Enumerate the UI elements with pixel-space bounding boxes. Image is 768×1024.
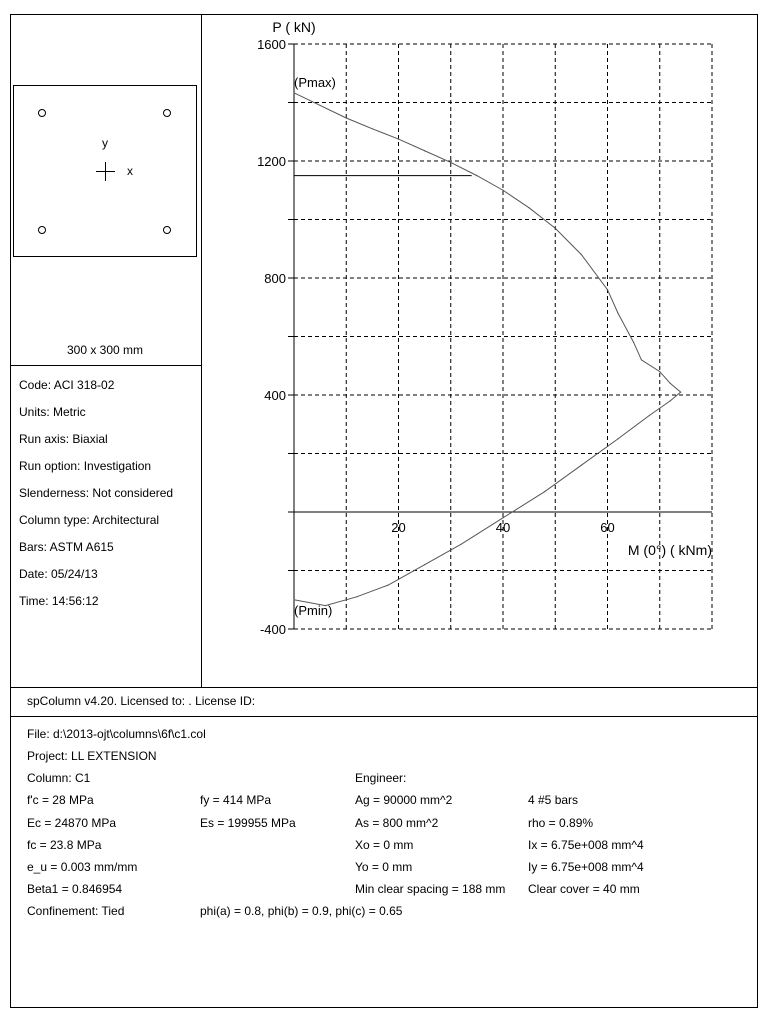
detail-iy: Iy = 6.75e+008 mm^4: [528, 860, 644, 874]
x-tick-label: 40: [495, 520, 511, 535]
y-tick-label: 1200: [257, 154, 286, 169]
y-axis-title: P ( kN): [272, 19, 316, 35]
x-tick-label: 20: [391, 520, 406, 535]
interaction-curve-point: [398, 138, 399, 139]
detail-es: Es = 199955 MPa: [200, 816, 296, 830]
y-tick-label: -400: [259, 622, 286, 637]
interaction-curve-point: [424, 150, 425, 151]
interaction-curve-point: [529, 207, 530, 208]
run-info-units: Units: Metric: [19, 405, 86, 419]
interaction-curve-point: [502, 517, 503, 518]
interaction-curve-point: [617, 313, 618, 314]
detail-min-spacing: Min clear spacing = 188 mm: [355, 882, 506, 896]
detail-fc-reduced: fc = 23.8 MPa: [27, 838, 102, 852]
run-info-run-option: Run option: Investigation: [19, 459, 152, 473]
detail-as: As = 800 mm^2: [355, 816, 439, 830]
detail-beta1: Beta1 = 0.846954: [27, 882, 123, 896]
interaction-curve-point: [680, 391, 681, 392]
detail-fy: fy = 414 MPa: [200, 793, 272, 807]
y-tick-label: 1600: [257, 37, 286, 52]
detail-phi: phi(a) = 0.8, phi(b) = 0.9, phi(c) = 0.65: [200, 904, 403, 918]
run-info-slenderness: Slenderness: Not considered: [19, 486, 174, 500]
run-info-date: Date: 05/24/13: [19, 567, 98, 581]
interaction-curve-point: [617, 438, 618, 439]
run-info-bars: Bars: ASTM A615: [19, 540, 114, 554]
interaction-curve-point: [424, 564, 425, 565]
detail-clear-cover: Clear cover = 40 mm: [528, 882, 640, 896]
section-y-label: y: [102, 136, 108, 150]
interaction-curve-point: [502, 190, 503, 191]
detail-file: File: d:\2013-ojt\columns\6f\c1.col: [27, 727, 206, 741]
detail-engineer: Engineer:: [355, 771, 407, 785]
section-dimensions: 300 x 300 mm: [66, 343, 144, 357]
interaction-curve-point: [387, 585, 388, 586]
x-axis-title: M (0°) ( kNm): [627, 542, 712, 558]
section-x-label: x: [127, 164, 133, 178]
detail-xo: Xo = 0 mm: [355, 838, 414, 852]
interaction-curve-point: [670, 383, 671, 384]
detail-yo: Yo = 0 mm: [355, 860, 413, 874]
run-info-code: Code: ACI 318-02: [19, 378, 115, 392]
pmin-annotation: (Pmin): [294, 602, 333, 618]
interaction-curve-point: [581, 465, 582, 466]
detail-confinement: Confinement: Tied: [27, 904, 125, 918]
interaction-curve-point: [649, 415, 650, 416]
run-info-run-axis: Run axis: Biaxial: [19, 432, 108, 446]
interaction-curve-point: [555, 228, 556, 229]
license-line: spColumn v4.20. Licensed to: . License ID:: [27, 694, 256, 708]
interaction-curve-point: [293, 92, 294, 93]
detail-project: Project: LL EXTENSION: [27, 749, 157, 763]
detail-ec: Ec = 24870 MPa: [27, 816, 117, 830]
interaction-curve-point: [544, 491, 545, 492]
x-tick-label: 60: [600, 520, 615, 535]
y-tick-label: 800: [264, 271, 286, 286]
run-info-time: Time: 14:56:12: [19, 594, 99, 608]
interaction-curve-point: [346, 117, 347, 118]
interaction-curve-point: [372, 128, 373, 129]
y-tick-label: 400: [264, 388, 286, 403]
interaction-curve-point: [607, 289, 608, 290]
interaction-curve-point: [659, 371, 660, 372]
interaction-curve-point: [461, 544, 462, 545]
interaction-curve-point: [356, 596, 357, 597]
detail-ag: Ag = 90000 mm^2: [355, 793, 453, 807]
interaction-curve-point: [670, 400, 671, 401]
interaction-curve-point: [633, 342, 634, 343]
detail-bars: 4 #5 bars: [528, 793, 579, 807]
detail-fc: f'c = 28 MPa: [27, 793, 94, 807]
pmax-annotation: (Pmax): [294, 74, 336, 90]
detail-rho: rho = 0.89%: [528, 816, 594, 830]
interaction-curve-point: [293, 599, 294, 600]
detail-column: Column: C1: [27, 771, 91, 785]
license-bottom-divider: [10, 716, 758, 717]
detail-ix: Ix = 6.75e+008 mm^4: [528, 838, 644, 852]
detail-eu: e_u = 0.003 mm/mm: [27, 860, 138, 874]
interaction-curve-point: [320, 105, 321, 106]
interaction-curve-point: [581, 254, 582, 255]
interaction-curve-point: [450, 162, 451, 163]
interaction-curve-point: [476, 175, 477, 176]
interaction-curve-point: [641, 359, 642, 360]
interaction-curve-line: [294, 93, 681, 606]
run-info-column-type: Column type: Architectural: [19, 513, 160, 527]
